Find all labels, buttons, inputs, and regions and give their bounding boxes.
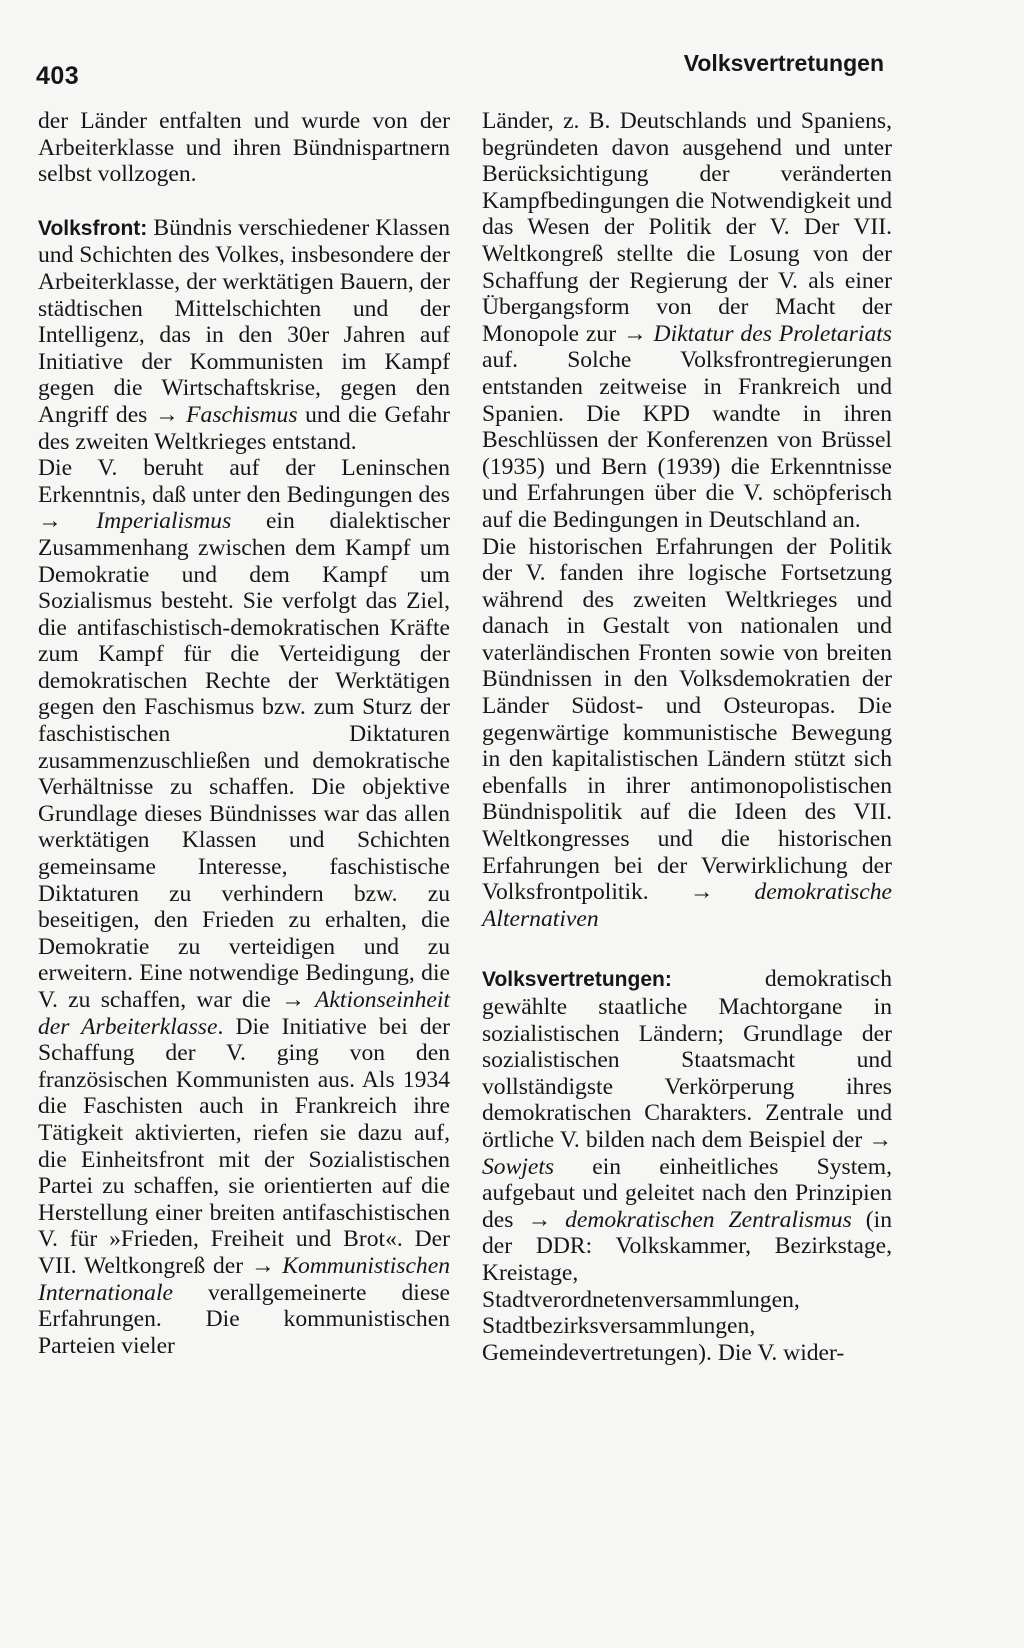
cross-reference-arrow-icon: →	[281, 987, 305, 1013]
cross-reference-arrow-icon: →	[527, 1206, 552, 1233]
cross-reference-link[interactable]: Diktatur des Proletariats	[653, 320, 892, 347]
cross-reference-link[interactable]: Kommunistischen Internationale	[38, 1252, 450, 1306]
paragraph: Die historischen Erfahrungen der Politik der V. fanden ihre logische Fortsetzung während des zweiten Weltkrieges und danach in Gestalt von nationalen und vaterländischen Fronten sowie von breiten Bündnissen in den Volksdemokratien der Länder Südost- und Osteuropas. Die gegenwärtige kommunistische Bewegung in den kapitalistischen Ländern stützt sich ebenfalls in ihrer antimonopolistischen Bündnispolitik auf die Ideen des VII. Weltkongresses und die historischen Erfahrungen bei der Verwirklichung der Volksfrontpolitik. → demokratische Alternativen	[482, 533, 892, 932]
paragraph: Länder, z. B. Deutschlands und Spaniens, begründeten davon ausgehend und unter Berücksichtigung der veränderten Kampfbedingungen die Notwendigkeit und das Wesen der Politik der V. Der VII. Weltkongreß stellte die Losung von der Schaffung der Regierung der V. als einer Übergangsform von der Macht der Monopole zur → Diktatur des Proletariats auf. Solche Volksfrontregierungen entstanden zeitweise in Frankreich und Spanien. Die KPD wandte in ihren Beschlüssen der Konferenzen von Brüssel (1935) und Bern (1939) die Erkenntnisse und Erfahrungen über die V. schöpferisch auf die Bedingungen in Deutschland an.	[482, 108, 892, 533]
page-number: 403	[36, 62, 80, 90]
cross-reference-arrow-icon: →	[868, 1126, 892, 1153]
entry-term: Volksvertretungen:	[482, 968, 672, 992]
cross-reference-arrow-icon: →	[154, 401, 179, 428]
paragraph: der Länder entfalten und wurde von der Arbeiterklasse und ihren Bündnispartnern selbst vollzogen.	[38, 108, 450, 188]
cross-reference-link[interactable]: Sowjets	[482, 1153, 555, 1180]
cross-reference-arrow-icon: →	[623, 320, 647, 347]
cross-reference-link[interactable]: demokratische Alternativen	[482, 879, 892, 932]
cross-reference-link[interactable]: Faschismus	[186, 401, 298, 428]
cross-reference-link[interactable]: Aktionseinheit der Arbeiterklasse	[38, 987, 450, 1040]
left-column	[38, 108, 450, 1359]
entry-volksvertretungen: Volksvertretungen: demokratisch gewählte staatliche Machtorgane in sozialistischen Ländern; Grundlage der sozialistischen Staatsmacht und vollständigste Verkörperung ihres demokratischen Charakters. Zentrale und örtliche V. bilden nach dem Beispiel der → Sowjets ein einheitliches System, aufgebaut und geleitet nach den Prinzipien des → demokratischen Zentralismus (in der DDR: Volkskammer, Bezirkstage, Kreistage, Stadtverordnetenversammlungen, Stadtbezirksversammlungen, Gemeindevertretungen). Die V. wider-	[482, 966, 892, 1366]
entry-volksfront: Volksfront: Bündnis verschiedener Klassen und Schichten des Volkes, insbesondere der Arbeiterklasse, der werktätigen Bauern, der städtischen Mittelschichten und der Intelligenz, das in den 30er Jahren auf Initiative der Kommunisten im Kampf gegen die Wirtschaftskrise, gegen den Angriff des → Faschismus und die Gefahr des zweiten Weltkrieges entstand.	[38, 214, 450, 455]
cross-reference-arrow-icon: →	[250, 1252, 275, 1279]
cross-reference-arrow-icon: →	[38, 508, 62, 535]
cross-reference-arrow-icon: →	[689, 879, 714, 906]
running-head: Volksvertretungen	[683, 50, 884, 76]
cross-reference-link[interactable]: demokratischen Zentralismus	[565, 1206, 852, 1233]
entry-term: Volksfront:	[38, 216, 148, 240]
cross-reference-link[interactable]: Imperialismus	[96, 508, 232, 535]
paragraph: Die V. beruht auf der Leninschen Erkenntnis, daß unter den Bedingungen des → Imperialismus ein dialektischer Zusammenhang zwischen dem Kampf um Demokratie und dem Kampf um Sozialismus besteht. Sie verfolgt das Ziel, die antifaschistisch-demokratischen Kräfte zum Kampf für die Verteidigung der demokratischen Rechte der Werktätigen gegen den Faschismus bzw. zum Sturz der faschistischen Diktaturen zusammenzuschließen und demokratische Verhältnisse zu schaffen. Die objektive Grundlage dieses Bündnisses war das allen werktätigen Klassen und Schichten gemeinsame Interesse, faschistische Diktaturen zu verhindern bzw. zu beseitigen, den Frieden zu erhalten, die Demokratie zu verteidigen und zu erweitern. Eine notwendige Bedingung, die V. zu schaffen, war die → Aktionseinheit der Arbeiterklasse. Die Initiative bei der Schaffung der V. ging von den französischen Kommunisten aus. Als 1934 die Faschisten auch in Frankreich ihre Tätigkeit aktivierten, riefen sie dazu auf, die Einheitsfront mit der Sozialistischen Partei zu schaffen, sie orientierten auf die Herstellung einer breiten antifaschistischen V. für »Frieden, Freiheit und Brot«. Der VII. Weltkongreß der → Kommunistischen Internationale verallgemeinerte diese Erfahrungen. Die kommunistischen Parteien vieler	[38, 455, 450, 1359]
right-column	[482, 108, 892, 1366]
